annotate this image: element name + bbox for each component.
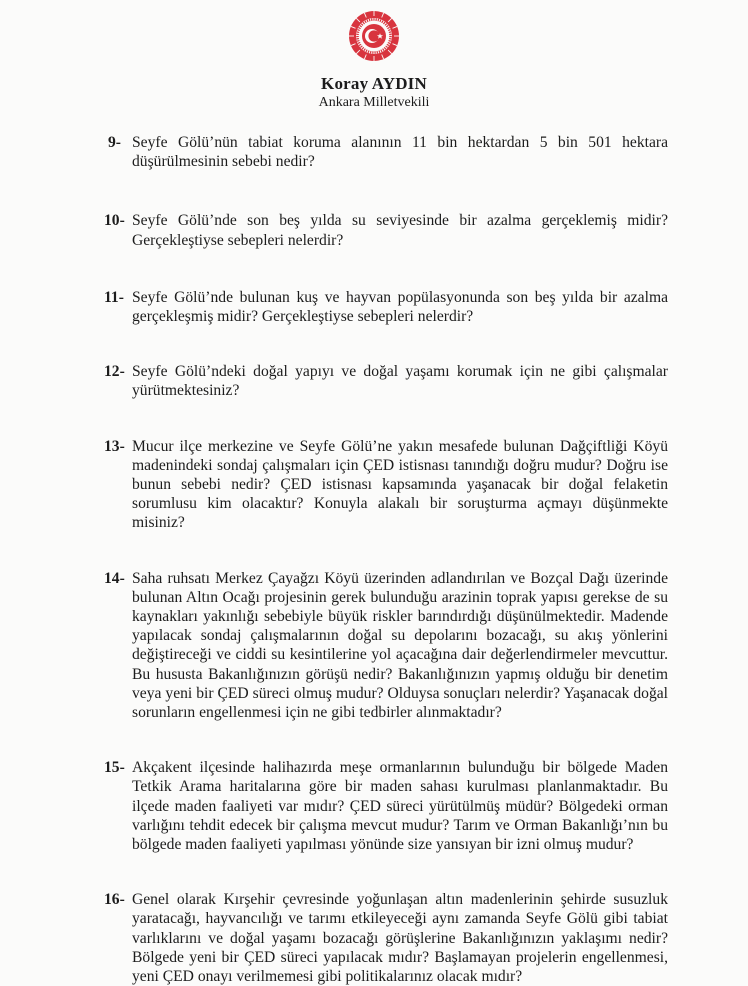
question-number: 12- [104, 363, 125, 381]
question-number: 14- [104, 569, 125, 587]
question-number: 15- [104, 759, 125, 777]
question-number: 9- [108, 134, 121, 151]
question-number: 16- [104, 891, 125, 909]
question-item [0, 211, 748, 249]
letterhead [0, 10, 748, 111]
question-text: Seyfe Gölü’nde son beş yılda su seviyesinde bir azalma gerçeklemiş midir? Gerçekleştiyse sebepleri nelerdir? [132, 212, 668, 249]
question-text: Saha ruhsatı Merkez Çayağzı Köyü üzerinden adlandırılan ve Bozçal Dağı üzerinde bulunan Altın Ocağı projesinin gerek bulunduğu arazinin toprak yapısı gerekse de su kaynakları yakınlığı sebebiyle büyük riskler barındırdığı düşünülmektedir. Madende yapılacak sondaj çalışmalarının doğal su depolarını bozacağı, su akış yönlerini değiştireceği ve ciddi su kesintilerine yol açacağına dair değerlendirmeler mevcuttur. Bu hususta Bakanlığınızın görüşü nedir? Bakanlığınızın yapmış olduğu bir denetim veya yeni bir ÇED süreci olmuş mudur? Olduysa sonuçları nelerdir? Yaşanacak doğal sorunların engellenmesi için ne gibi tedbirler alınmaktadır? [132, 569, 668, 722]
question-item [0, 890, 748, 986]
question-item [0, 437, 748, 533]
question-text: Seyfe Gölü’nde bulunan kuş ve hayvan popülasyonunda son beş yılda bir azalma gerçekleşmiş midir? Gerçekleştiyse sebepleri nelerdir? [132, 288, 668, 326]
question-item [0, 362, 748, 400]
question-item [0, 569, 748, 723]
question-item [0, 288, 748, 326]
question-text: Mucur ilçe merkezine ve Seyfe Gölü’ne yakın mesafede bulunan Dağçiftliği Köyü madenindeki sondaj çalışmaları için ÇED istisnası tanındığı doğru mudur? Doğru ise bunun sebebi nedir? ÇED istisnası kapsamında yaşanacak bir doğal felaketin sorumlusu kim olacaktır? Konuyla alakalı bir soruşturma açmayı düşünmekte misiniz? [132, 437, 668, 532]
question-text: Genel olarak Kırşehir çevresinde yoğunlaşan altın madenlerinin şehirde susuzluk yaratacağı, hayvancılığı ve tarımı etkileyeceği aynı zamanda Seyfe Gölü gibi tabiat varlıklarını ve doğal yaşamı bozacağı görüşlerine Bakanlığınızın yaklaşımı nedir? Bölgede yeni bir ÇED süreci yapılacak mıdır? Başlamayan projelerin engellenmesi, yeni ÇED onayı verilmemesi gibi politikalarınız olacak mıdır? [132, 891, 668, 986]
question-number: 11- [104, 288, 124, 306]
question-item [0, 133, 748, 171]
parliament-seal-icon [348, 10, 400, 62]
question-text: Seyfe Gölü’nün tabiat koruma alanının 11 bin hektardan 5 bin 501 hektara düşürülmesinin sebebi nedir? [132, 134, 668, 171]
question-number: 13- [104, 437, 125, 455]
mp-role: Ankara Milletvekili [318, 95, 430, 110]
question-list [0, 133, 748, 986]
question-text: Seyfe Gölü’ndeki doğal yapıyı ve doğal yaşamı korumak için ne gibi çalışmalar yürütmektesiniz? [132, 363, 668, 400]
question-item [0, 758, 748, 854]
question-number: 10- [104, 212, 125, 230]
mp-name: Koray AYDIN [321, 74, 427, 93]
question-text: Akçakent ilçesinde halihazırda meşe ormanlarının bulunduğu bir bölgede Maden Tetkik Arama haritalarına göre bir maden sahası kurulması planlanmaktadır. Bu ilçede maden faaliyeti var mıdır? ÇED süreci yürütülmüş müdür? Bölgedeki orman varlığını tehdit edecek bir çalışma mevcut mudur? Tarım ve Orman Bakanlığı’nın bu bölgede maden faaliyeti yapılması yönünde size yansıyan bir izni olmuş mudur? [132, 759, 668, 854]
